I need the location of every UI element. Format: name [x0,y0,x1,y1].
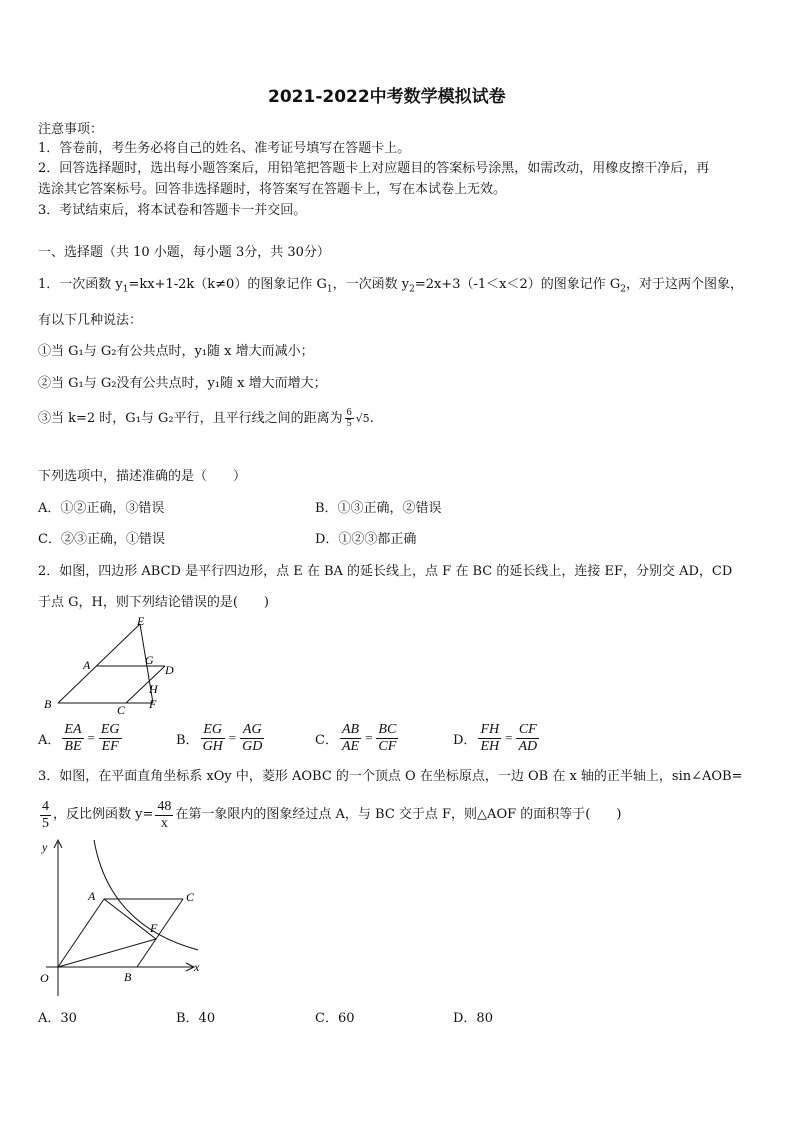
q1-statement-2: ②当 G₁与 G₂没有公共点时，y₁随 x 增大而增大； [38,376,327,391]
notice-item-3: 3．考试结束后，将本试卷和答题卡一并交回。 [38,203,307,218]
q2-line-1: 2．如图，四边形 ABCD 是平行四边形，点 E 在 BA 的延长线上，点 F 在 BC 的延长线上，连接 EF，分别交 AD，CD [38,564,733,579]
segment-of [58,939,156,967]
label-a: A [88,889,96,903]
frac-den: AE [341,739,360,754]
q1-distance-num: 6 [346,407,352,418]
label-o: O [40,971,49,985]
q1-option-a[interactable]: A．①②正确，③错误 [38,501,165,516]
label-b: B [124,970,132,984]
page-title: 2021-2022中考数学模拟试卷 [268,87,506,107]
q3-line-1: 3．如图，在平面直角坐标系 xOy 中，菱形 AOBC 的一个顶点 O 在坐标原点，一边 OB 在 x 轴的正半轴上，sin∠AOB= [38,769,743,784]
q2-option-a-letter: A． [38,733,61,748]
hyperbola-curve [94,840,198,950]
q1-distance-radical: √5 [355,412,370,425]
q3-option-a[interactable]: A．30 [38,1011,77,1026]
line-dc [126,666,165,703]
q2-option-d[interactable] [453,722,541,755]
label-y: y [42,840,48,854]
q3-coordinate-figure [36,836,211,996]
q1-option-b[interactable]: B．①③正确，②错误 [315,501,442,516]
equals-sign: = [87,730,95,745]
q1-text-a: 1．一次函数 y [38,277,123,292]
q3-text-tail: 在第一象限内的图象经过点 A，与 BC 交于点 F，则△AOF 的面积等于( ) [175,807,622,822]
q3-option-b[interactable]: B．40 [176,1011,216,1026]
frac-den: EF [101,739,119,754]
equals-sign: = [505,730,513,745]
notice-item-2b: 选涂其它答案标号。回答非选择题时，将答案写在答题卡上，写在本试卷上无效。 [38,182,507,197]
q3-option-d[interactable]: D．80 [453,1011,493,1026]
frac-num: CF [516,722,539,739]
q1-statement-1: ①当 G₁与 G₂有公共点时，y₁随 x 增大而减小； [38,344,314,359]
label-g: G [145,653,154,667]
q3-option-c[interactable]: C．60 [315,1011,355,1026]
label-c: C [186,890,195,904]
q3-sin-fraction [40,799,51,832]
segment-af [104,899,156,939]
notice-item-2a: 2．回答选择题时，选出每小题答案后，用铅笔把答题卡上对应题目的答案标号涂黑，如需改动，用橡皮擦干净后，再 [38,161,710,176]
q1-text-d: =2x+3（-1＜x＜2）的图象记作 G [414,277,621,292]
frac-den: BE [64,739,82,754]
q2-option-a-frac-2 [99,722,122,755]
label-e: E [137,616,145,628]
line-be [58,624,140,703]
label-f: F [149,697,157,711]
frac-num: 4 [42,798,49,814]
frac-num: 48 [157,798,172,814]
q2-option-c-frac-1 [340,722,361,755]
frac-num: FH [480,722,500,737]
q2-option-c-frac-2 [376,722,398,755]
q1-prompt: 下列选项中，描述准确的是（ ） [38,469,247,484]
equals-sign: = [365,730,373,745]
q1-line-1: 1．一次函数 $y_1=kx+1-2k(k\ne 0)$的图象记作 $G_1$，一次函数 $y_2=2x+3(-1<x<2)$的图象记作 $G_2$，对于这两个图象， [38,277,744,295]
side-oa [58,899,104,967]
q3-line-2 [38,797,621,834]
q2-option-d-letter: D． [453,733,477,748]
q1-text-c: ，一次函数 y [332,277,410,292]
q1-text-e: ，对于这两个图象， [626,277,744,292]
side-cb [137,899,183,967]
q3-text-mid: ，反比例函数 y= [53,807,154,822]
q2-option-a[interactable] [38,722,124,755]
label-d: D [165,663,174,677]
q1-option-d[interactable]: D．①②③都正确 [315,532,417,547]
section-heading: 一、选择题（共 10 小题，每小题 3分，共 30分） [38,245,330,260]
frac-den: GD [242,739,263,754]
q2-line-2: 于点 G，H，则下列结论错误的是( ) [38,595,269,610]
q1-statement-3-text: ③当 k=2 时，G₁与 G₂平行，且平行线之间的距离为 [38,411,343,426]
frac-num: BC [378,722,397,737]
q1-option-c[interactable]: C．②③正确，①错误 [38,532,165,547]
q2-option-b-frac-1 [201,722,225,755]
label-a: A [83,658,91,672]
frac-num: AB [341,722,360,737]
q2-option-b[interactable] [176,722,266,755]
notice-item-1: 1．答卷前，考生务必将自己的姓名、准考证号填写在答题卡上。 [38,141,411,156]
q2-parallelogram-figure [40,616,180,716]
equals-sign: = [228,730,237,745]
q2-option-d-frac-2 [516,722,539,755]
label-x: x [194,960,200,974]
label-f: F [150,921,158,935]
q2-option-c[interactable] [315,722,400,755]
frac-den: CF [378,739,397,754]
q1-distance-den: 5 [346,418,352,429]
q2-option-c-letter: C． [315,733,338,748]
q2-option-b-letter: B． [176,733,199,748]
q2-option-b-frac-2 [240,722,264,755]
q1-statement-3-end: . [369,411,374,426]
frac-den: x [160,815,168,831]
label-c: C [117,703,126,716]
frac-den: GH [202,739,223,754]
frac-num: EG [100,722,120,737]
label-b: B [44,697,52,711]
q1-line-2: 有以下几种说法： [38,313,143,328]
q1-text-b: =kx+1-2k（k≠0）的图象记作 G [128,277,327,292]
frac-den: EH [480,739,500,754]
frac-num: EG [201,722,225,739]
notice-heading: 注意事项： [38,122,104,137]
q3-inverse-fraction [155,799,173,832]
q1-statement-3 [38,408,374,429]
frac-den: AD [518,739,538,754]
frac-num: EA [64,722,82,737]
frac-num: AG [240,722,264,739]
frac-den: 5 [42,815,49,831]
q1-distance-fraction [345,408,354,429]
q2-option-d-frac-1 [478,722,501,755]
q2-option-a-frac-1 [62,722,83,755]
label-h: H [149,682,158,696]
